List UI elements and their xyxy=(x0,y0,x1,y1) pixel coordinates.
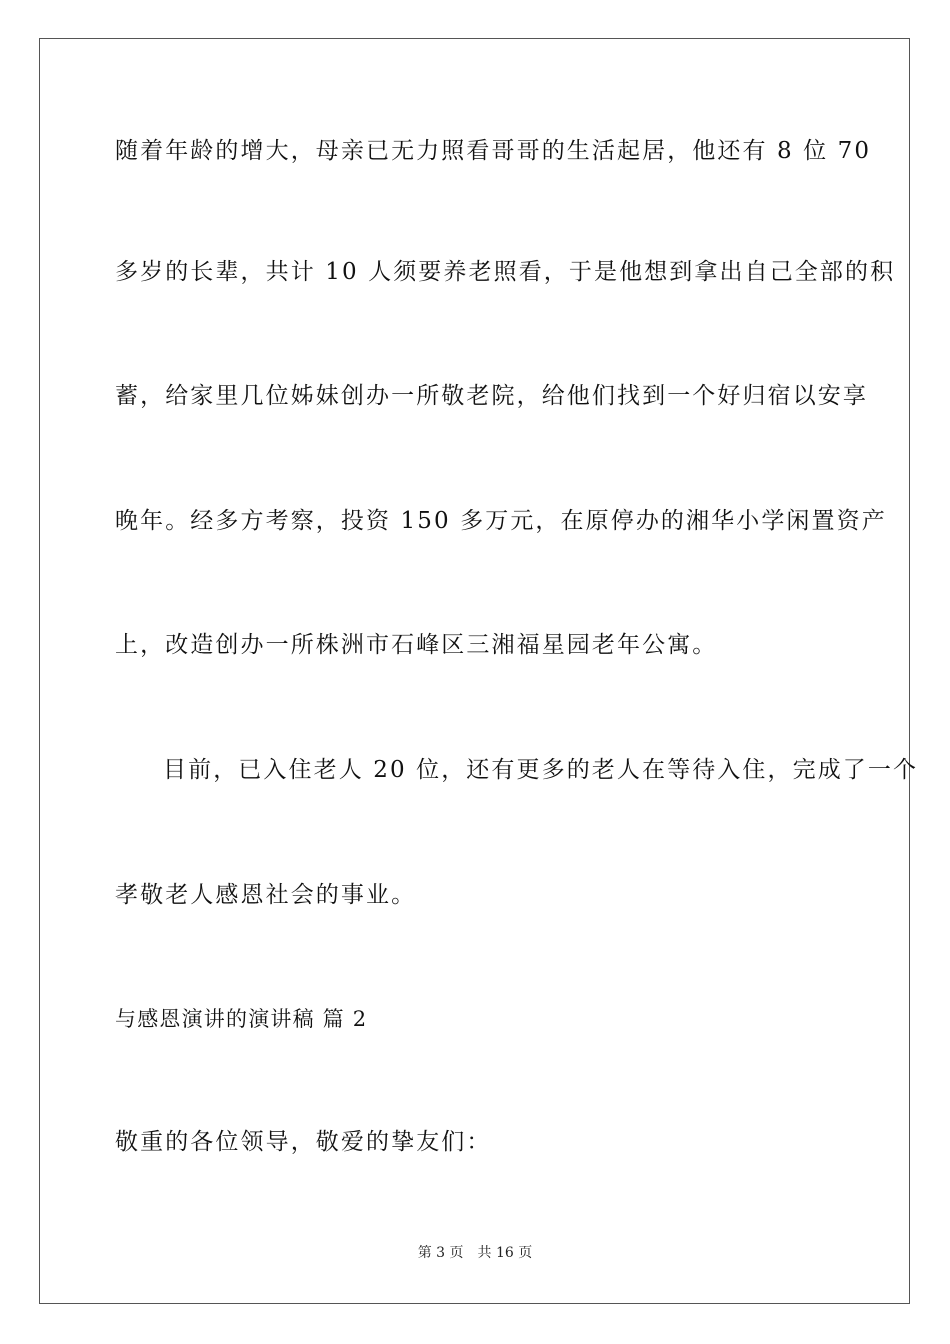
page-footer xyxy=(0,1244,950,1262)
page-border xyxy=(39,38,919,1304)
section-heading: 与感恩演讲的演讲稿 篇 2 xyxy=(115,1007,368,1031)
paragraph-line: 上，改造创办一所株洲市石峰区三湘福星园老年公寓。 xyxy=(115,632,718,658)
paragraph-line: 蓄，给家里几位姊妹创办一所敬老院，给他们找到一个好归宿以安享 xyxy=(115,383,868,409)
page-number: 第 3 页 xyxy=(417,1245,464,1261)
paragraph-line: 目前，已入住老人 20 位，还有更多的老人在等待入住，完成了一个 xyxy=(163,757,919,783)
salutation-line: 敬重的各位领导，敬爱的挚友们： xyxy=(115,1129,492,1155)
paragraph-line: 多岁的长辈，共计 10 人须要养老照看，于是他想到拿出自己全部的积 xyxy=(115,259,896,285)
paragraph-line: 孝敬老人感恩社会的事业。 xyxy=(115,882,417,908)
page-total: 共 16 页 xyxy=(477,1245,533,1261)
paragraph-line: 随着年龄的增大，母亲已无力照看哥哥的生活起居，他还有 8 位 70 xyxy=(115,138,872,164)
paragraph-line: 晚年。经多方考察，投资 150 多万元，在原停办的湘华小学闲置资产 xyxy=(115,508,887,534)
